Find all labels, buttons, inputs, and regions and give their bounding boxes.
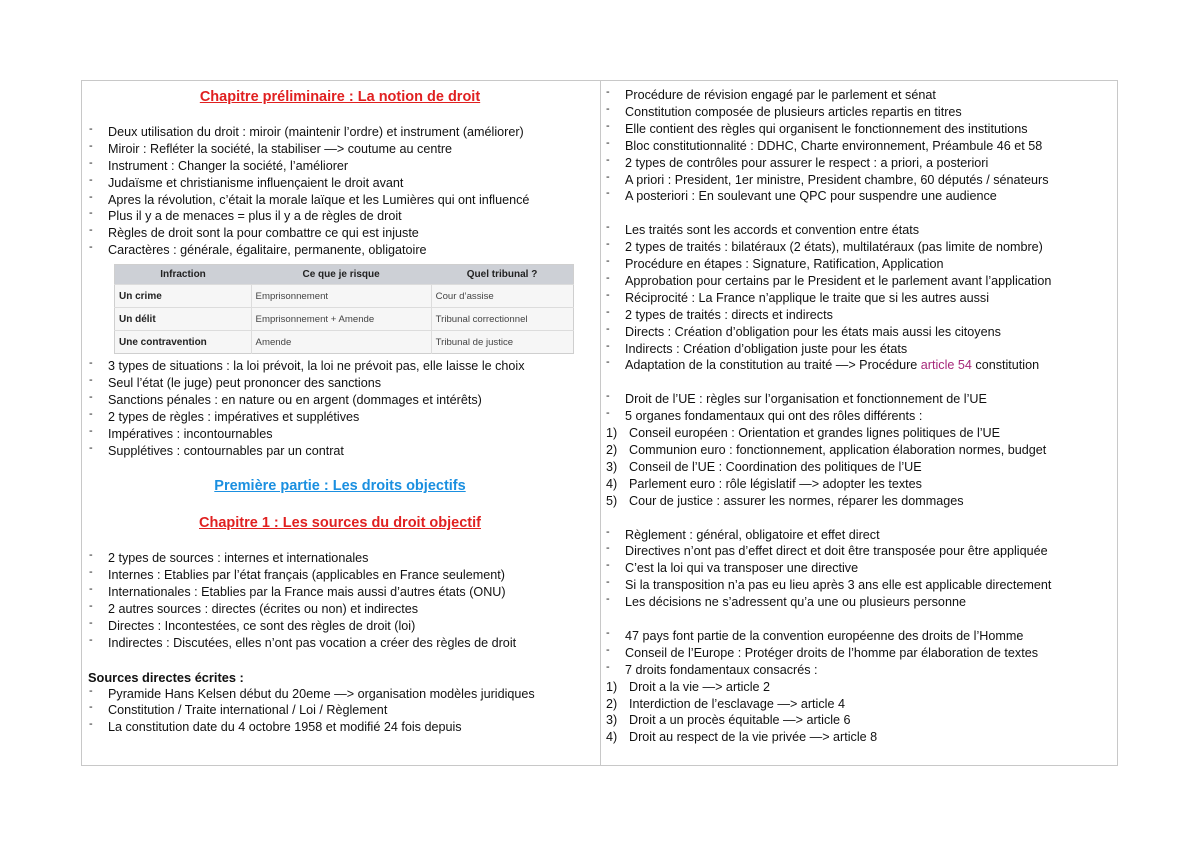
ue-list <box>605 391 1111 509</box>
numbered-item: 3) Droit a un procès équitable —> article 6 <box>606 713 851 728</box>
list-item: - A priori : President, 1er ministre, President chambre, 60 députés / sénateurs <box>606 170 1049 187</box>
list-item: - 2 types de traités : bilatéraux (2 états), multilatéraux (pas limite de nombre) <box>606 238 1043 255</box>
list-item: - 2 autres sources : directes (écrites ou non) et indirectes <box>89 599 419 616</box>
numbered-item: 3) Conseil de l’UE : Coordination des politiques de l’UE <box>606 459 922 474</box>
list-item: - Elle contient des règles qui organisent le fonctionnement des institutions <box>606 119 1028 136</box>
numbered-item: 4) Parlement euro : rôle législatif —> adopter les textes <box>606 476 922 491</box>
list-item: - Directes : Incontestées, ce sont des règles de droit (loi) <box>89 616 416 633</box>
table-cell: Une contravention <box>115 331 252 354</box>
list-item: - Caractères : générale, égalitaire, permanente, obligatoire <box>89 241 427 258</box>
right-column <box>601 81 1117 765</box>
cedh-list <box>605 628 1111 746</box>
list-item: - Indirectes : Discutées, elles n’ont pas vocation a créer des règles de droit <box>89 633 517 650</box>
list-item: - La constitution date du 4 octobre 1958 et modifié 24 fois depuis <box>89 718 462 735</box>
list-item: - Supplétives : contournables par un contrat <box>89 441 344 458</box>
article-54-link[interactable]: article 54 <box>920 358 972 373</box>
table-header: Quel tribunal ? <box>431 265 573 285</box>
numbered-item: 1) Droit a la vie —> article 2 <box>606 679 771 694</box>
direct-sources-subtitle: Sources directes écrites : <box>88 669 244 685</box>
chapter-one-title: Chapitre 1 : Les sources du droit objectif <box>199 515 481 532</box>
table-cell: Un délit <box>115 308 252 331</box>
constitution-list <box>605 87 1111 205</box>
list-item: - Si la transposition n’a pas eu lieu après 3 ans elle est applicable directement <box>606 576 1052 593</box>
list-item: - Approbation pour certains par le President et le parlement avant l’application <box>606 271 1052 288</box>
list-item: - Impératives : incontournables <box>89 424 273 441</box>
list-item: - Directives n’ont pas d’effet direct et doit être transposée pour être appliquée <box>606 542 1048 559</box>
list-item: - Instrument : Changer la société, l’améliorer <box>89 156 349 173</box>
list-item: - 2 types de contrôles pour assurer le respect : a priori, a posteriori <box>606 153 989 170</box>
list-item: - 2 types de sources : internes et internationales <box>89 549 369 566</box>
list-item: - Procédure de révision engagé par le parlement et sénat <box>606 86 936 102</box>
table-row <box>115 285 574 308</box>
table-cell: Emprisonnement + Amende <box>251 308 431 331</box>
list-item: - 2 types de règles : impératives et supplétives <box>89 407 360 424</box>
part-one-title: Première partie : Les droits objectifs <box>214 478 466 495</box>
sources-list <box>88 550 592 651</box>
table-cell: Un crime <box>115 285 252 308</box>
list-item: - Judaïsme et christianisme influençaient le droit avant <box>89 173 404 190</box>
traites-list <box>605 222 1111 374</box>
list-item: - 7 droits fondamentaux consacrés : <box>606 660 818 677</box>
table-row <box>115 331 574 354</box>
list-item: - Adaptation de la constitution au traité —> Procédure article 54 constitution <box>606 356 1040 373</box>
list-item: - Constitution / Traite international / Loi / Règlement <box>89 701 388 718</box>
table-cell: Cour d’assise <box>431 285 573 308</box>
list-item: - Miroir : Refléter la société, la stabiliser —> coutume au centre <box>89 139 453 156</box>
list-item: - Pyramide Hans Kelsen début du 20eme —> organisation modèles juridiques <box>89 684 535 701</box>
list-item: - Règlement : général, obligatoire et effet direct <box>606 525 880 542</box>
list-item: - Réciprocité : La France n’applique le traite que si les autres aussi <box>606 288 990 305</box>
list-item: - Les décisions ne s’adressent qu’a une ou plusieurs personne <box>606 593 966 610</box>
list-item: - Droit de l’UE : règles sur l’organisation et fonctionnement de l’UE <box>606 390 987 407</box>
numbered-item: 4) Droit au respect de la vie privée —> article 8 <box>606 730 878 745</box>
after-table-list <box>88 358 592 459</box>
list-item: - Internes : Etablies par l’état français (applicables en France seulement) <box>89 566 505 583</box>
left-column <box>82 81 601 765</box>
list-item: - Règles de droit sont la pour combattre ce qui est injuste <box>89 224 419 241</box>
numbered-item: 1) Conseil européen : Orientation et grandes lignes politiques de l’UE <box>606 426 1001 441</box>
list-item: - Les traités sont les accords et convention entre états <box>606 221 920 238</box>
table-row <box>115 308 574 331</box>
table-header-row <box>115 265 574 285</box>
list-item: - 3 types de situations : la loi prévoit, la loi ne prévoit pas, elle laisse le choix <box>89 357 525 374</box>
list-item: - Bloc constitutionnalité : DDHC, Charte environnement, Préambule 46 et 58 <box>606 136 1043 153</box>
list-item: - Procédure en étapes : Signature, Ratification, Application <box>606 255 944 272</box>
table-header: Ce que je risque <box>251 265 431 285</box>
infraction-table <box>114 264 574 354</box>
table-cell: Tribunal de justice <box>431 331 573 354</box>
document-sheet <box>81 80 1118 766</box>
list-item: - A posteriori : En soulevant une QPC pour suspendre une audience <box>606 187 997 204</box>
list-item: - Indirects : Création d’obligation juste pour les états <box>606 339 908 356</box>
list-item: - 2 types de traités : directs et indirects <box>606 305 833 322</box>
list-item: - Constitution composée de plusieurs articles repartis en titres <box>606 102 962 119</box>
list-item: - Directs : Création d’obligation pour les états mais aussi les citoyens <box>606 322 1001 339</box>
list-item: - 47 pays font partie de la convention européenne des droits de l’Homme <box>606 626 1024 643</box>
table-cell: Amende <box>251 331 431 354</box>
reglement-list <box>605 527 1111 612</box>
list-item: - Deux utilisation du droit : miroir (maintenir l’ordre) et instrument (améliorer) <box>89 122 524 139</box>
list-item: - Internationales : Etablies par la France mais aussi d’autres états (ONU) <box>89 583 506 600</box>
intro-list <box>88 124 592 259</box>
direct-sources-list <box>88 686 592 737</box>
numbered-item: 2) Communion euro : fonctionnement, application élaboration normes, budget <box>606 443 1047 457</box>
table-header: Infraction <box>115 265 252 285</box>
numbered-item: 2) Interdiction de l’esclavage —> article 4 <box>606 696 845 711</box>
list-item: - Sanctions pénales : en nature ou en argent (dommages et intérêts) <box>89 390 482 407</box>
list-item: - Conseil de l’Europe : Protéger droits de l’homme par élaboration de textes <box>606 643 1039 660</box>
table-cell: Tribunal correctionnel <box>431 308 573 331</box>
table-cell: Emprisonnement <box>251 285 431 308</box>
list-item: - 5 organes fondamentaux qui ont des rôles différents : <box>606 407 923 424</box>
numbered-item: 5) Cour de justice : assurer les normes, réparer les dommages <box>606 493 964 508</box>
list-item: - C’est la loi qui va transposer une directive <box>606 559 859 576</box>
list-item: - Apres la révolution, c’était la morale laïque et les Lumières qui ont influencé <box>89 190 530 207</box>
list-item: - Seul l’état (le juge) peut prononcer des sanctions <box>89 374 382 391</box>
list-item: - Plus il y a de menaces = plus il y a de règles de droit <box>89 207 402 224</box>
chapter-preliminary-title: Chapitre préliminaire : La notion de droit <box>199 89 481 105</box>
